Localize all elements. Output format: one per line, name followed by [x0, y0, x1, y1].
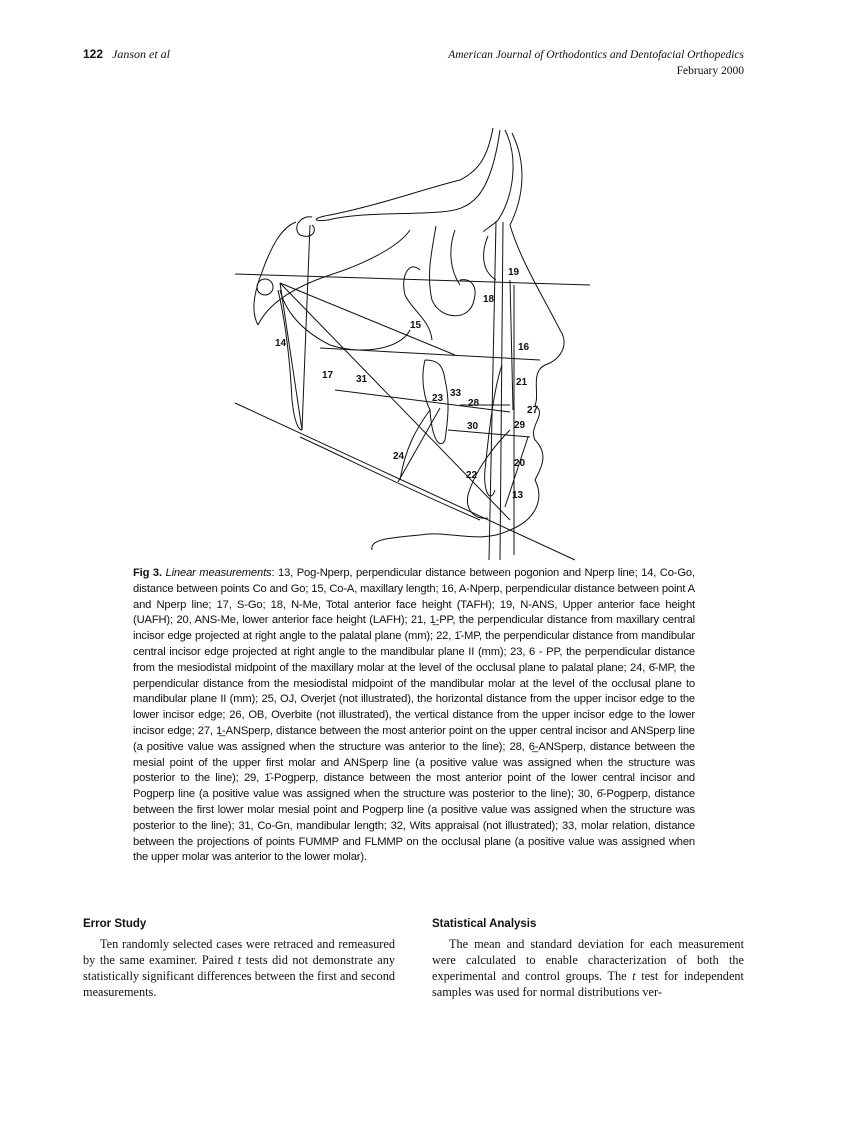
figure-number: Fig 3.	[133, 567, 162, 579]
cephalometric-tracing-figure	[225, 125, 590, 565]
label-20: 20	[514, 458, 526, 469]
section-heading: Error Study	[83, 918, 147, 930]
label-13: 13	[512, 490, 524, 501]
section-body: The mean and standard deviation for each measurement were calculated to enable characterization of both the experimental and control groups. The t test for independent samples was used for normal distributions ver-	[432, 937, 744, 999]
statistical-analysis-section	[432, 918, 744, 1000]
label-24: 24	[393, 451, 405, 462]
tracing-drawing	[225, 125, 590, 565]
figure-caption	[133, 566, 695, 866]
issue-date: February 2000	[676, 65, 744, 77]
caption-text: : 13, Pog-Nperp, perpendicular distance between pogonion and Nperp line; 14, Co-Go, distance between points Co and Go; 15, Co-A, maxillary length; 16, A-Nperp, perpendicular distance between point A and Nperp line; 17, S-Go; 18, N-Me, Total anterior face height (TAFH); 19, N-ANS, Upper anterior face height (UAFH); 20, ANS-Me, lower anterior face height (LAFH); 21, 1̲-PP, the perpendicular distance from maxillary central incisor edge projected at right angle to the palatal plane (mm); 22, 1̄-MP, the perpendicular distance from mandibular central incisor edge projected at right angle to the mandibular plane II (mm); 23, 6 - PP, the perpendicular distance from the mesiodistal midpoint of the maxillary molar at the level of the occlusal plane to palatal plane; 24, 6̄-MP, the perpendicular distance from the mesiodistal midpoint of the mandibular molar at the level of the occlusal plane to mandibular plane II (mm); 25, OJ, Overjet (not illustrated), the horizontal distance from the upper incisor edge to the lower incisor edge; 26, OB, Overbite (not illustrated), the vertical distance from the upper incisor edge to the lower incisor edge; 27, 1̲-ANSperp, distance between the most anterior point on the upper central incisor and ANSperp line (a positive value was assigned when the structure was anterior to the line); 28, 6̲-ANSperp, distance between the mesial point of the upper first molar and ANSperp line (a positive value was assigned when the structure was posterior to the line); 29, 1̄-Pogperp, distance between the most anterior point of the lower central incisor and Pogperp line (a positive value was assigned when the structure was posterior to the line); 30, 6̄-Pogperp, distance between the first lower molar mesial point and Pogperp line (a positive value was assigned when the structure was posterior to the line); 31, Co-Gn, mandibular length; 32, Wits appraisal (not illustrated); 33, molar relation, distance between the projections of points FUMMP and FLMMP on the occlusal plane (a positive value was assigned when the upper molar was anterior to the lower molar).	[133, 567, 695, 864]
label-27: 27	[527, 405, 539, 416]
label-16: 16	[518, 342, 530, 353]
label-30: 30	[467, 421, 479, 432]
label-22: 22	[466, 470, 478, 481]
running-authors: Janson et al	[112, 47, 170, 61]
label-31: 31	[356, 374, 368, 385]
label-19: 19	[508, 267, 520, 278]
page-number: 122	[83, 47, 104, 61]
caption-title: Linear measurements	[165, 567, 272, 579]
journal-info	[448, 47, 744, 79]
label-33: 33	[450, 388, 462, 399]
label-28: 28	[468, 398, 480, 409]
section-heading: Statistical Analysis	[432, 918, 537, 930]
label-14: 14	[275, 338, 287, 349]
journal-title: American Journal of Orthodontics and Dentofacial Orthopedics	[448, 49, 744, 61]
error-study-section	[83, 918, 395, 1000]
label-15: 15	[410, 320, 422, 331]
label-18: 18	[483, 294, 495, 305]
section-body: Ten randomly selected cases were retraced and remeasured by the same examiner. Paired t tests did not demonstrate any statistically significant differences between the first and second measurements.	[83, 937, 396, 999]
label-29: 29	[514, 420, 526, 431]
label-23: 23	[432, 393, 444, 404]
label-21: 21	[516, 377, 528, 388]
label-17: 17	[322, 370, 334, 381]
